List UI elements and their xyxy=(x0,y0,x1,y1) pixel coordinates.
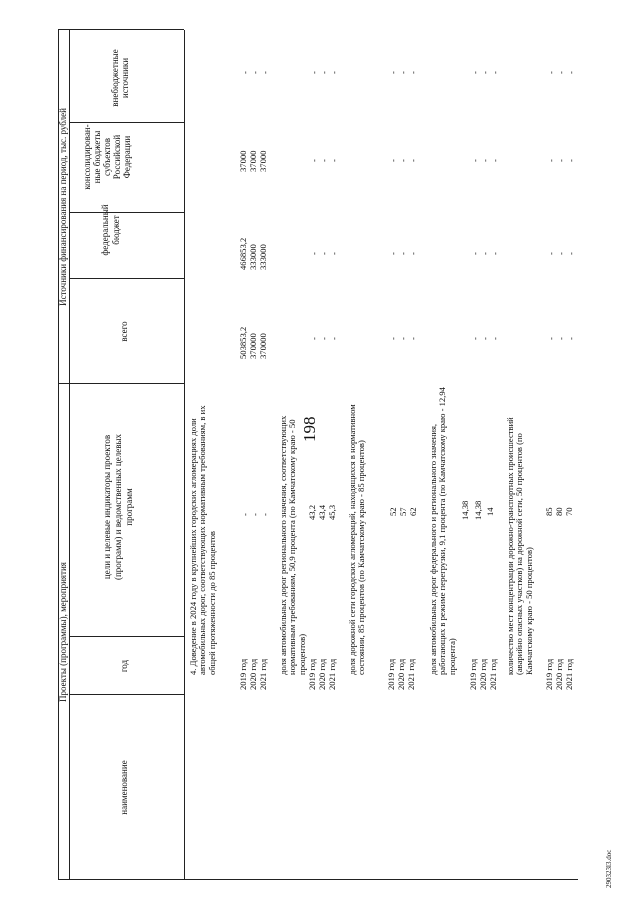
block5-text: количество мест концентрации дорожно-транспортных происшествий (аварийно опасных участков) на дорожной сети, 50 процентов (по Камчатскому краю - 50 процентов) xyxy=(505,417,534,675)
block1-federal-2: 333000 xyxy=(248,244,258,270)
block4-total-2: - xyxy=(480,337,490,340)
block3-extra-2: - xyxy=(398,71,408,74)
block5-value-3: 70 xyxy=(564,507,574,516)
block4-regional-2: - xyxy=(480,159,490,162)
block1-total-2: 370000 xyxy=(248,333,258,359)
block4-federal-2: - xyxy=(480,252,490,255)
header-col-federal: федеральный бюджет xyxy=(100,204,121,256)
block4-federal-1: - xyxy=(470,252,480,255)
block3-regional-3: - xyxy=(408,159,418,162)
block3-federal-2: - xyxy=(398,252,408,255)
col-divider-federal xyxy=(69,212,184,213)
block3-value-3: 62 xyxy=(408,507,418,516)
header-bottom-border xyxy=(184,30,185,880)
block3-federal-3: - xyxy=(408,252,418,255)
block2-federal-3: - xyxy=(329,252,339,255)
block1-extra-1: - xyxy=(240,71,250,74)
block3-extra-3: - xyxy=(408,71,418,74)
header-col-name: наименование xyxy=(119,760,129,815)
block4-federal-3: - xyxy=(490,252,500,255)
block3-extra-1: - xyxy=(388,71,398,74)
block3-value-2: 57 xyxy=(398,507,408,516)
col-divider-regional xyxy=(69,122,184,123)
header-group-divider xyxy=(69,30,70,880)
block4-year-3: 2021 год xyxy=(488,658,498,690)
block2-total-1: - xyxy=(309,337,319,340)
block3-total-3: - xyxy=(408,337,418,340)
block5-extra-1: - xyxy=(546,71,556,74)
block4-extra-2: - xyxy=(480,71,490,74)
block5-year-2: 2020 год xyxy=(554,658,564,690)
block5-total-2: - xyxy=(556,337,566,340)
block2-value-3: 45,3 xyxy=(327,504,337,520)
block4-total-1: - xyxy=(470,337,480,340)
block3-regional-2: - xyxy=(398,159,408,162)
block2-extra-2: - xyxy=(319,71,329,74)
block1-extra-2: - xyxy=(250,71,260,74)
block3-text: доля дорожной сети городских агломераций, находящихся в нормативном состоянии, 85 процентов (по Камчатскому краю - 85 процентов) xyxy=(347,404,367,675)
block5-federal-2: - xyxy=(556,252,566,255)
block5-value-1: 85 xyxy=(544,507,554,516)
header-col-extra: внебюджетные источники xyxy=(110,49,130,107)
block1-year-1: 2019 год xyxy=(238,658,248,690)
block5-value-2: 80 xyxy=(554,507,564,516)
block4-total-3: - xyxy=(490,337,500,340)
block2-year-2: 2020 год xyxy=(317,658,327,690)
block4-year-2: 2020 год xyxy=(478,658,488,690)
block2-value-1: 43,2 xyxy=(307,504,317,520)
block3-year-1: 2019 год xyxy=(386,658,396,690)
rotated-table xyxy=(58,30,578,880)
table-left-border xyxy=(58,879,578,880)
block5-federal-1: - xyxy=(546,252,556,255)
block2-text: доля автомобильных дорог регионального значения, соответствующих нормативным требованиям, 50,9 процента (по Камчатскому краю - 50 процентов) xyxy=(278,415,307,675)
header-col-goals: цели и целевые индикаторы проектов (программ) и ведомственных целевых программ xyxy=(102,433,134,581)
block5-extra-2: - xyxy=(556,71,566,74)
block2-regional-2: - xyxy=(319,159,329,162)
block2-regional-1: - xyxy=(309,159,319,162)
block3-total-2: - xyxy=(398,337,408,340)
block2-federal-2: - xyxy=(319,252,329,255)
block5-regional-2: - xyxy=(556,159,566,162)
block4-year-1: 2019 год xyxy=(468,658,478,690)
table-right-border xyxy=(58,29,184,30)
block1-text: 4. Доведение в 2024 году в крупнейших городских агломерациях доли автомобильных дорог, соответствующих нормативным требованиям, в их общей протяженности до 85 процентов xyxy=(188,405,217,675)
block4-value-1: 14,38 xyxy=(460,500,470,520)
block1-regional-2: 37000 xyxy=(248,150,258,172)
block4-extra-1: - xyxy=(470,71,480,74)
block5-total-1: - xyxy=(546,337,556,340)
block5-regional-1: - xyxy=(546,159,556,162)
block4-value-2: 14,38 xyxy=(473,500,483,520)
block2-value-2: 43,4 xyxy=(317,504,327,520)
block1-regional-3: 37000 xyxy=(258,150,268,172)
block3-year-2: 2020 год xyxy=(396,658,406,690)
block2-total-2: - xyxy=(319,337,329,340)
header-funding-group: Источники финансирования на период, тыс. рублей xyxy=(58,108,68,306)
block3-value-1: 52 xyxy=(388,507,398,516)
block4-text: доля автомобильных дорог федерального и регионального значения, работающих в режиме перегрузки, 9,1 процента (по Камчатскому краю - 12,94 процента) xyxy=(428,387,457,675)
block1-federal-1: 466853,2 xyxy=(238,237,248,270)
block4-extra-3: - xyxy=(490,71,500,74)
block2-total-3: - xyxy=(329,337,339,340)
block2-year-3: 2021 год xyxy=(327,658,337,690)
header-projects-group: Проекты (программы), мероприятия xyxy=(58,562,68,702)
block1-federal-3: 333000 xyxy=(258,244,268,270)
block1-value-2: - xyxy=(250,513,260,516)
page-number: 198 xyxy=(300,416,319,442)
block1-year-3: 2021 год xyxy=(258,658,268,690)
block5-year-1: 2019 год xyxy=(544,658,554,690)
block2-extra-1: - xyxy=(309,71,319,74)
header-col-year: год xyxy=(119,659,129,673)
block2-federal-1: - xyxy=(309,252,319,255)
document-footer: 290323l3.doc xyxy=(605,849,613,888)
block3-year-3: 2021 год xyxy=(406,658,416,690)
block1-total-1: 503853,2 xyxy=(238,326,248,359)
header-col-total: всего xyxy=(119,321,129,342)
block4-value-3: 14 xyxy=(485,507,495,516)
block1-extra-3: - xyxy=(260,71,270,74)
block1-year-2: 2020 год xyxy=(248,658,258,690)
block1-regional-1: 37000 xyxy=(238,150,248,172)
block2-year-1: 2019 год xyxy=(307,658,317,690)
block1-value-3: - xyxy=(260,513,270,516)
block5-extra-3: - xyxy=(566,71,576,74)
block2-extra-3: - xyxy=(329,71,339,74)
block2-regional-3: - xyxy=(329,159,339,162)
block5-federal-3: - xyxy=(566,252,576,255)
block3-regional-1: - xyxy=(388,159,398,162)
block5-year-3: 2021 год xyxy=(564,658,574,690)
block1-total-3: 370000 xyxy=(258,333,268,359)
block3-federal-1: - xyxy=(388,252,398,255)
block5-total-3: - xyxy=(566,337,576,340)
block3-total-1: - xyxy=(388,337,398,340)
block5-regional-3: - xyxy=(566,159,576,162)
block4-regional-3: - xyxy=(490,159,500,162)
header-col-regional: консолидирован-ные бюджеты субъектов Российской Федерации xyxy=(82,124,132,190)
block4-regional-1: - xyxy=(470,159,480,162)
block1-value-1: - xyxy=(240,513,250,516)
